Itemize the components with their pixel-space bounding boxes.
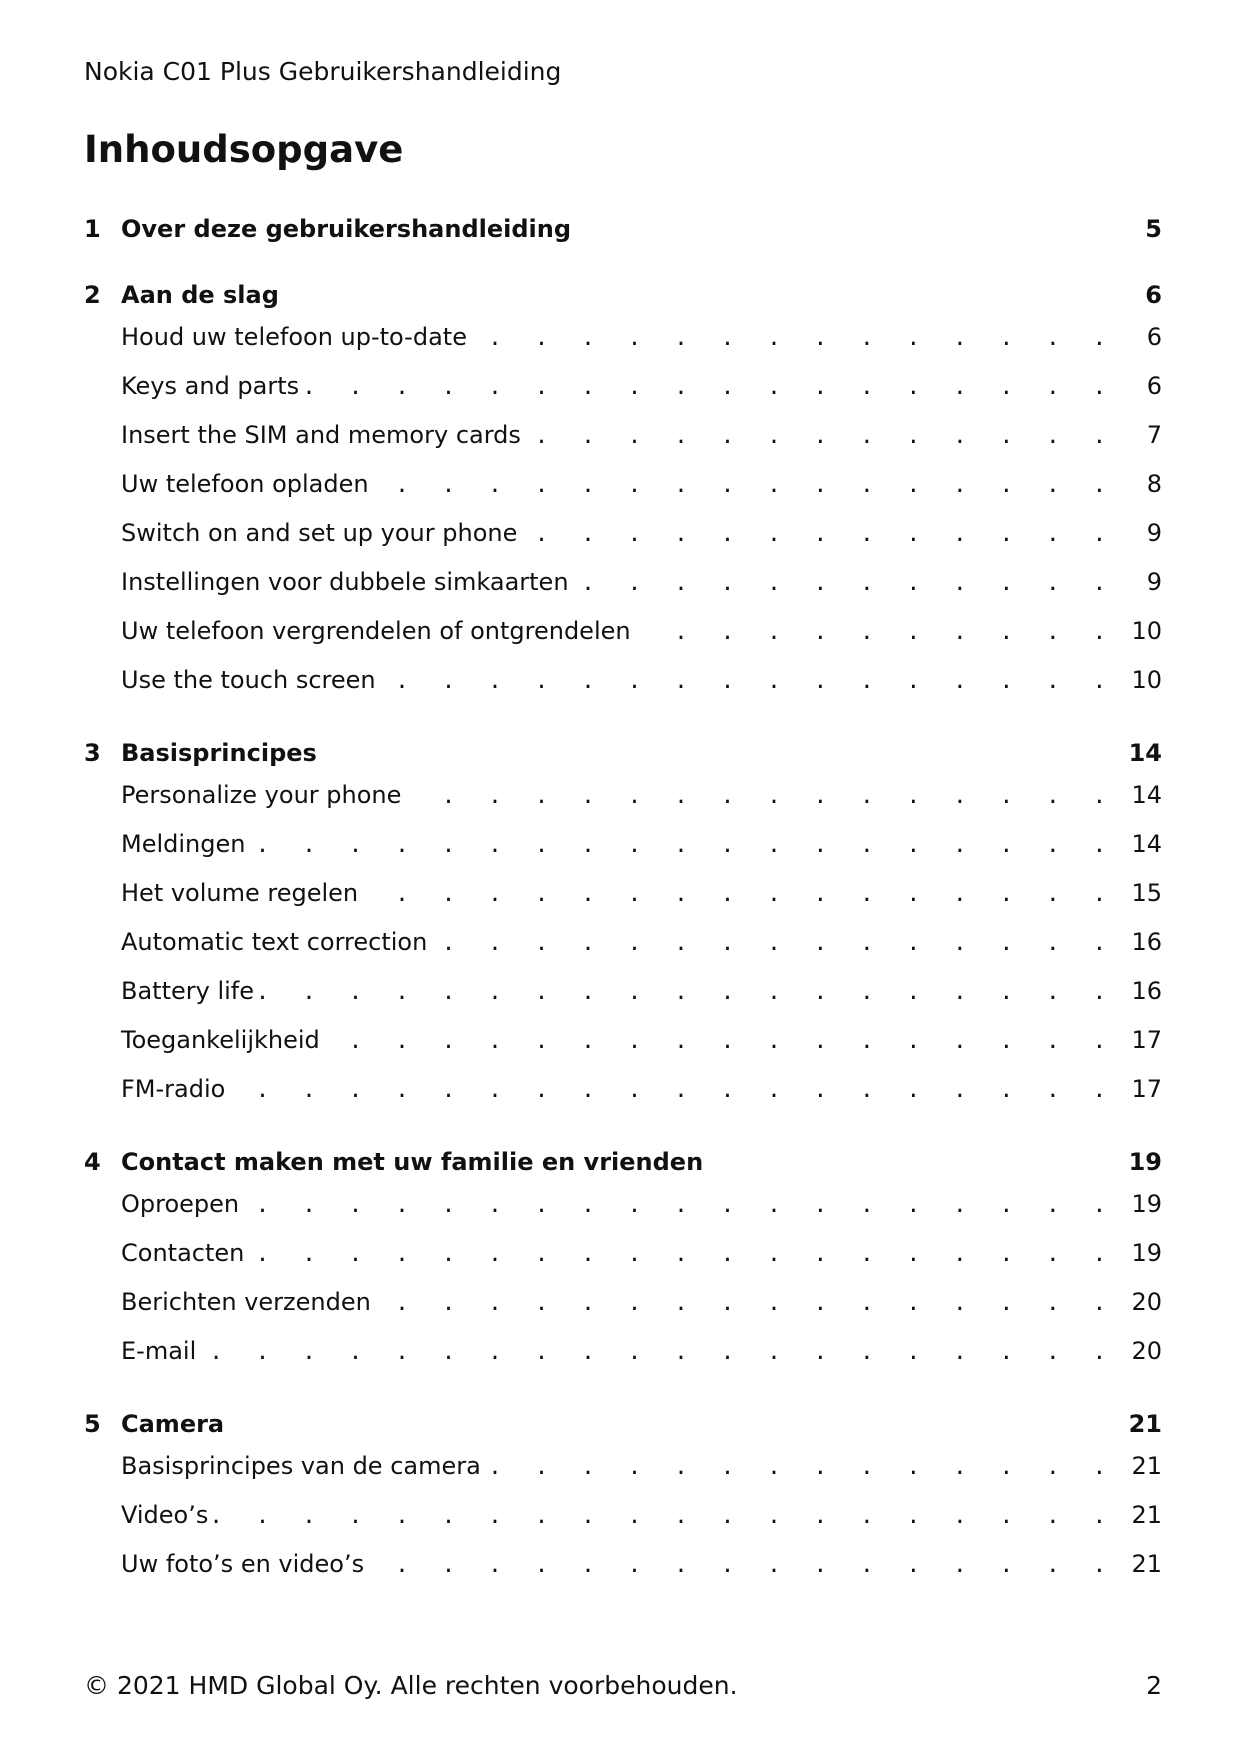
chapter-title: Camera [121,1410,225,1438]
section-page-number: 10 [1131,666,1162,694]
dot-leader [382,669,1116,694]
chapter-page-number: 6 [1145,281,1162,309]
section-page-number: 14 [1131,781,1162,809]
section-page-number: 21 [1131,1550,1162,1578]
section-title: Battery life [121,977,255,1005]
section-page-number: 17 [1131,1075,1162,1103]
dot-leader [305,375,1116,400]
section-title: Meldingen [121,830,246,858]
toc-section-entry[interactable] [84,323,1162,372]
section-title: Toegankelijkheid [121,1026,320,1054]
chapter-title: Basisprincipes [121,739,317,767]
dot-leader [326,1029,1116,1054]
toc-section-entry[interactable] [84,1452,1162,1501]
section-title: Personalize your phone [121,781,402,809]
toc-chapter [84,739,1162,1124]
section-title: Automatic text correction [121,928,428,956]
page-title: Inhoudsopgave [84,128,404,171]
chapter-number: 2 [84,281,101,309]
dot-leader [377,1291,1116,1316]
section-title: E-mail [121,1337,197,1365]
section-title: Basisprincipes van de camera [121,1452,481,1480]
chapter-page-number: 5 [1145,215,1162,243]
page-footer [84,1670,1162,1702]
toc-section-entry[interactable] [84,1026,1162,1075]
section-title: Het volume regelen [121,879,359,907]
toc-section-entry[interactable] [84,928,1162,977]
section-page-number: 16 [1131,928,1162,956]
toc-section-entry[interactable] [84,1075,1162,1124]
running-header: Nokia C01 Plus Gebruikershandleiding [84,57,562,86]
dot-leader [527,424,1116,449]
toc-section-entry[interactable] [84,617,1162,666]
section-page-number: 6 [1146,323,1162,351]
dot-leader [214,1504,1116,1529]
dot-leader [370,1553,1116,1578]
toc-section-entry[interactable] [84,666,1162,715]
chapter-number: 4 [84,1148,101,1176]
chapter-page-number: 19 [1128,1148,1162,1176]
section-title: Instellingen voor dubbele simkaarten [121,568,569,596]
section-page-number: 9 [1146,519,1162,547]
chapter-title: Over deze gebruikershandleiding [121,215,572,243]
toc-chapter-entry[interactable] [84,1148,1162,1190]
toc-chapter [84,1148,1162,1386]
section-title: Uw foto’s en video’s [121,1550,365,1578]
section-title: Keys and parts [121,372,300,400]
toc-section-entry[interactable] [84,879,1162,928]
section-page-number: 7 [1146,421,1162,449]
section-page-number: 19 [1131,1239,1162,1267]
section-title: Switch on and set up your phone [121,519,518,547]
chapter-number: 3 [84,739,101,767]
page-number: 2 [1146,1671,1162,1700]
copyright-notice: © 2021 HMD Global Oy. Alle rechten voorbehouden. [84,1671,738,1700]
toc-section-entry[interactable] [84,830,1162,879]
chapter-number: 5 [84,1410,101,1438]
dot-leader [433,931,1116,956]
section-title: Uw telefoon opladen [121,470,369,498]
toc-chapter [84,1410,1162,1599]
table-of-contents [84,215,1162,1623]
section-page-number: 15 [1131,879,1162,907]
section-page-number: 17 [1131,1026,1162,1054]
section-page-number: 6 [1146,372,1162,400]
dot-leader [202,1340,1116,1365]
section-title: Oproepen [121,1190,240,1218]
section-page-number: 20 [1131,1337,1162,1365]
chapter-page-number: 21 [1128,1410,1162,1438]
section-page-number: 8 [1146,470,1162,498]
chapter-page-number: 14 [1128,739,1162,767]
section-page-number: 14 [1131,830,1162,858]
dot-leader [407,784,1116,809]
section-page-number: 21 [1131,1501,1162,1529]
dot-leader [250,1242,1116,1267]
section-page-number: 16 [1131,977,1162,1005]
dot-leader [231,1078,1116,1103]
section-title: Use the touch screen [121,666,376,694]
toc-section-entry[interactable] [84,568,1162,617]
chapter-number: 1 [84,215,101,243]
toc-chapter-entry[interactable] [84,281,1162,323]
toc-section-entry[interactable] [84,1190,1162,1239]
toc-section-entry[interactable] [84,421,1162,470]
section-title: Contacten [121,1239,245,1267]
section-page-number: 10 [1131,617,1162,645]
toc-chapter-entry[interactable] [84,1410,1162,1452]
chapter-title: Aan de slag [121,281,279,309]
toc-section-entry[interactable] [84,781,1162,830]
section-title: Houd uw telefoon up-to-date [121,323,467,351]
toc-section-entry[interactable] [84,519,1162,568]
dot-leader [260,980,1116,1005]
toc-section-entry[interactable] [84,1501,1162,1550]
section-title: Berichten verzenden [121,1288,371,1316]
section-page-number: 19 [1131,1190,1162,1218]
dot-leader [575,571,1116,596]
toc-section-entry[interactable] [84,1337,1162,1386]
section-title: Uw telefoon vergrendelen of ontgrendelen [121,617,631,645]
toc-section-entry[interactable] [84,1288,1162,1337]
toc-section-entry[interactable] [84,977,1162,1026]
dot-leader [251,833,1116,858]
dot-leader [487,1455,1116,1480]
chapter-title: Contact maken met uw familie en vrienden [121,1148,704,1176]
section-page-number: 20 [1131,1288,1162,1316]
dot-leader [375,473,1116,498]
section-title: Video’s [121,1501,209,1529]
toc-section-entry[interactable] [84,372,1162,421]
toc-section-entry[interactable] [84,470,1162,519]
toc-chapter-entry[interactable] [84,215,1162,257]
toc-chapter [84,281,1162,715]
dot-leader [245,1193,1116,1218]
section-title: FM-radio [121,1075,226,1103]
dot-leader [637,620,1116,645]
dot-leader [523,522,1116,547]
toc-chapter [84,215,1162,257]
dot-leader [473,326,1116,351]
toc-section-entry[interactable] [84,1550,1162,1599]
section-title: Insert the SIM and memory cards [121,421,521,449]
toc-chapter-entry[interactable] [84,739,1162,781]
toc-section-entry[interactable] [84,1239,1162,1288]
dot-leader [364,882,1116,907]
section-page-number: 21 [1131,1452,1162,1480]
section-page-number: 9 [1146,568,1162,596]
